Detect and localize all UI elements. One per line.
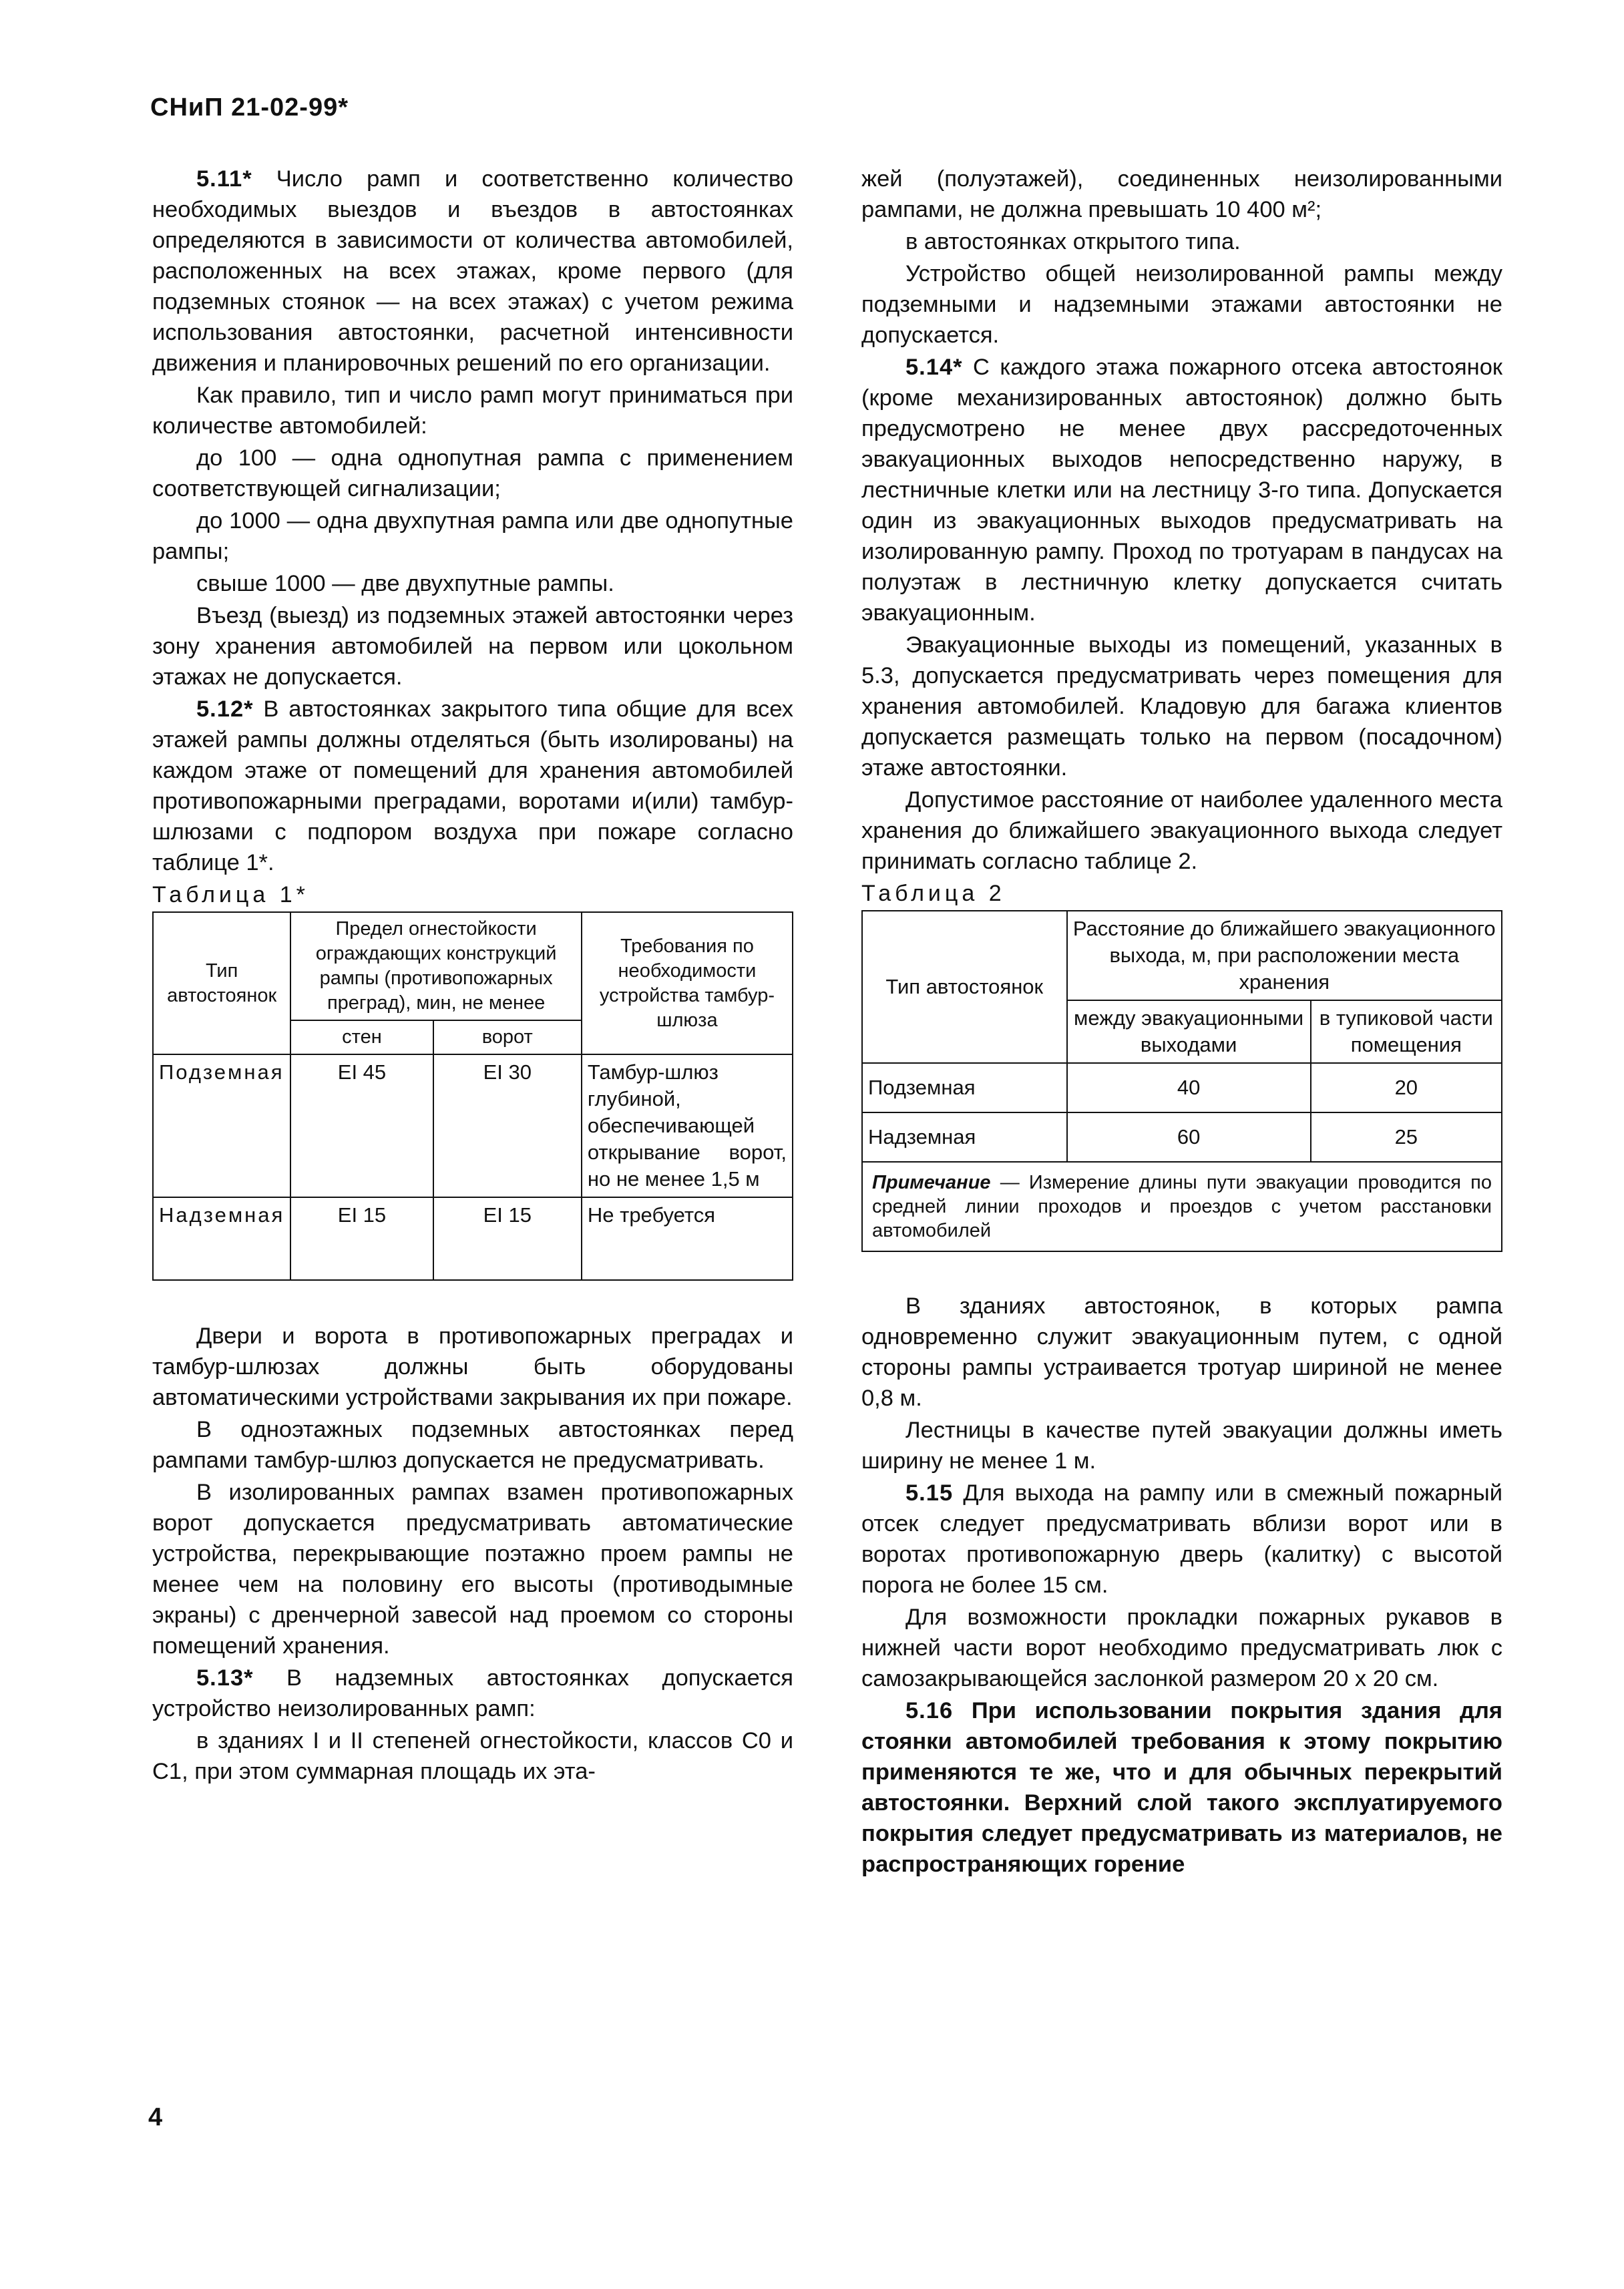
- cell-type: Надземная: [153, 1197, 290, 1280]
- table-row: [153, 1054, 793, 1197]
- paragraph-continuation: жей (полуэтажей), соединенных неизолированными рампами, не должна превышать 10 400 м²;: [861, 166, 1502, 222]
- table-2: [861, 910, 1502, 1252]
- section-number: 5.11*: [196, 166, 252, 192]
- header-gates: ворот: [433, 1020, 582, 1054]
- section-number: 5.16: [905, 1698, 954, 1723]
- paragraph-common-ramp: Устройство общей неизолированной рампы между подземными и надземными этажами автостоянки не допускается.: [861, 261, 1502, 348]
- header-limit: Предел огнестойкости ограждающих конструкций рампы (противопожарных преград), мин, не менее: [290, 912, 582, 1020]
- table-row: [862, 1063, 1502, 1112]
- section-number: 5.15: [905, 1480, 954, 1506]
- header-type: Тип автостоянок: [153, 912, 290, 1054]
- cell-type: Подземная: [153, 1054, 290, 1197]
- paragraph-5-15: [861, 1478, 1502, 1601]
- paragraph-entry: Въезд (выезд) из подземных этажей автостоянки через зону хранения автомобилей на первом или цокольном этажах не допускается.: [152, 603, 793, 690]
- paragraph-ramp-sidewalk: В зданиях автостоянок, в которых рампа одновременно служит эвакуационным путем, с одной стороны рампы устраивается тротуар шириной не менее 0,8 м.: [861, 1293, 1502, 1411]
- cell-requirement: Не требуется: [582, 1197, 793, 1280]
- paragraph-hoses: Для возможности прокладки пожарных рукавов в нижней части ворот необходимо предусматривать люк с самозакрывающейся заслонкой размером 20 х 20 см.: [861, 1605, 1502, 1691]
- list-item-over-1000: свыше 1000 — две двухпутные рампы.: [196, 571, 614, 596]
- cell-gates: EI 30: [433, 1054, 582, 1197]
- cell-requirement: Тамбур-шлюз глубиной, обеспечивающей открывание ворот, но не менее 1,5 м: [582, 1054, 793, 1197]
- table-note: [862, 1162, 1502, 1251]
- cell-deadend: 20: [1311, 1063, 1502, 1112]
- cell-type: Подземная: [862, 1063, 1067, 1112]
- table-row: [862, 1112, 1502, 1162]
- cell-between: 60: [1067, 1112, 1311, 1162]
- paragraph-5-13: [152, 1663, 793, 1724]
- paragraph-stairs: Лестницы в качестве путей эвакуации должны иметь ширину не менее 1 м.: [861, 1418, 1502, 1474]
- table-header-row: [862, 911, 1502, 1000]
- header-walls: стен: [290, 1020, 433, 1054]
- section-number: 5.13*: [196, 1665, 254, 1691]
- note-text: — Измерение длины пути эвакуации проводится по средней линии проходов и проездов с учетом расстановки автомобилей: [872, 1172, 1492, 1241]
- paragraph-text: Для выхода на рампу или в смежный пожарный отсек следует предусматривать вблизи ворот или в воротах противопожарную дверь (калитку) с высотой порога не более 15 см.: [861, 1480, 1502, 1598]
- cell-walls: EI 15: [290, 1197, 433, 1280]
- right-column: [861, 164, 1502, 1881]
- cell-between: 40: [1067, 1063, 1311, 1112]
- paragraph-5-16: [861, 1695, 1502, 1880]
- table-row: [153, 1197, 793, 1280]
- paragraph-doors: Двери и ворота в противопожарных преградах и тамбур-шлюзах должны быть оборудованы автоматическими устройствами закрывания их при пожаре.: [152, 1323, 793, 1410]
- paragraph-5-12: [152, 694, 793, 878]
- table-1: [152, 911, 793, 1281]
- paragraph-text: В надземных автостоянках допускается устройство неизолированных рамп:: [152, 1665, 793, 1721]
- cell-deadend: 25: [1311, 1112, 1502, 1162]
- paragraph-5-11: [152, 164, 793, 379]
- table-note-row: [862, 1162, 1502, 1251]
- paragraph-rule: Как правило, тип и число рамп могут приниматься при количестве автомобилей:: [152, 383, 793, 439]
- header-between-exits: между эвакуационными выходами: [1067, 1000, 1311, 1063]
- list-item-100: до 100 — одна однопутная рампа с применением соответствующей сигнализации;: [152, 445, 793, 501]
- document-code-header: СНиП 21-02-99*: [150, 93, 349, 122]
- table-header-row: [153, 912, 793, 1020]
- left-column: [152, 164, 793, 1788]
- paragraph-5-14: [861, 352, 1502, 628]
- section-number: 5.14*: [905, 355, 963, 380]
- paragraph-isolated-ramps: В изолированных рампах взамен противопожарных ворот допускается предусматривать автоматические устройства, перекрывающие поэтажно проем рампы не менее чем на половину его высоты (противодымные экраны) с дренчерной завесой над проемом со стороны помещений хранения.: [152, 1480, 793, 1659]
- cell-gates: EI 15: [433, 1197, 582, 1280]
- header-distance: Расстояние до ближайшего эвакуационного выхода, м, при расположении места хранения: [1067, 911, 1502, 1000]
- note-label: Примечание: [872, 1172, 991, 1193]
- paragraph-text: С каждого этажа пожарного отсека автостоянок (кроме механизированных автостоянок) должно быть предусмотрено не менее двух рассредоточенных эвакуационных выходов непосредственно наружу, в лестничные клетки или на лестницу 3-го типа. Допускается один из эвакуационных выходов предусматривать на изолированную рампу. Проход по тротуарам в пандусах на полуэтаж в лестничную клетку допускается считать эвакуационным.: [861, 355, 1502, 626]
- paragraph-text: В автостоянках закрытого типа общие для всех этажей рампы должны отделяться (быть изолированы) на каждом этаже от помещений для хранения автомобилей противопожарными преградами, воротами и(или) тамбур-шлюзами с подпором воздуха при пожаре согласно таблице 1*.: [152, 696, 793, 875]
- cell-type: Надземная: [862, 1112, 1067, 1162]
- list-item-fire-resistance: в зданиях I и II степеней огнестойкости, классов С0 и С1, при этом суммарная площадь их эта-: [152, 1728, 793, 1784]
- header-type: Тип автостоянок: [862, 911, 1067, 1063]
- list-item-1000: до 1000 — одна двухпутная рампа или две однопутные рампы;: [152, 508, 793, 564]
- table-1-caption: Таблица 1*: [152, 882, 309, 907]
- page-number: 4: [148, 2103, 163, 2131]
- paragraph-single-floor: В одноэтажных подземных автостоянках перед рампами тамбур-шлюз допускается не предусматривать.: [152, 1417, 793, 1473]
- paragraph-text: При использовании покрытия здания для стоянки автомобилей требования к этому покрытию применяются те же, что и для обычных перекрытий автостоянки. Верхний слой такого эксплуатируемого покрытия следует предусматривать из материалов, не распространяющих горение: [861, 1698, 1502, 1877]
- paragraph-distance: Допустимое расстояние от наиболее удаленного места хранения до ближайшего эвакуационного выхода следует принимать согласно таблице 2.: [861, 787, 1502, 874]
- header-requirement: Требования по необходимости устройства тамбур-шлюза: [582, 912, 793, 1054]
- cell-walls: EI 45: [290, 1054, 433, 1197]
- paragraph-text: Число рамп и соответственно количество необходимых выездов и въездов в автостоянках определяются в зависимости от количества автомобилей, расположенных на всех этажах, кроме первого (для подземных стоянок — на всех этажах) с учетом режима использования автостоянки, расчетной интенсивности движения и планировочных решений по его организации.: [152, 166, 793, 376]
- header-dead-end: в тупиковой части помещения: [1311, 1000, 1502, 1063]
- table-2-caption: Таблица 2: [861, 881, 1006, 906]
- paragraph-evac-exits: Эвакуационные выходы из помещений, указанных в 5.3, допускается предусматривать через помещения для хранения автомобилей. Кладовую для багажа клиентов допускается размещать только на первом (посадочном) этаже автостоянки.: [861, 632, 1502, 781]
- section-number: 5.12*: [196, 696, 254, 722]
- list-item-open-type: в автостоянках открытого типа.: [905, 229, 1241, 254]
